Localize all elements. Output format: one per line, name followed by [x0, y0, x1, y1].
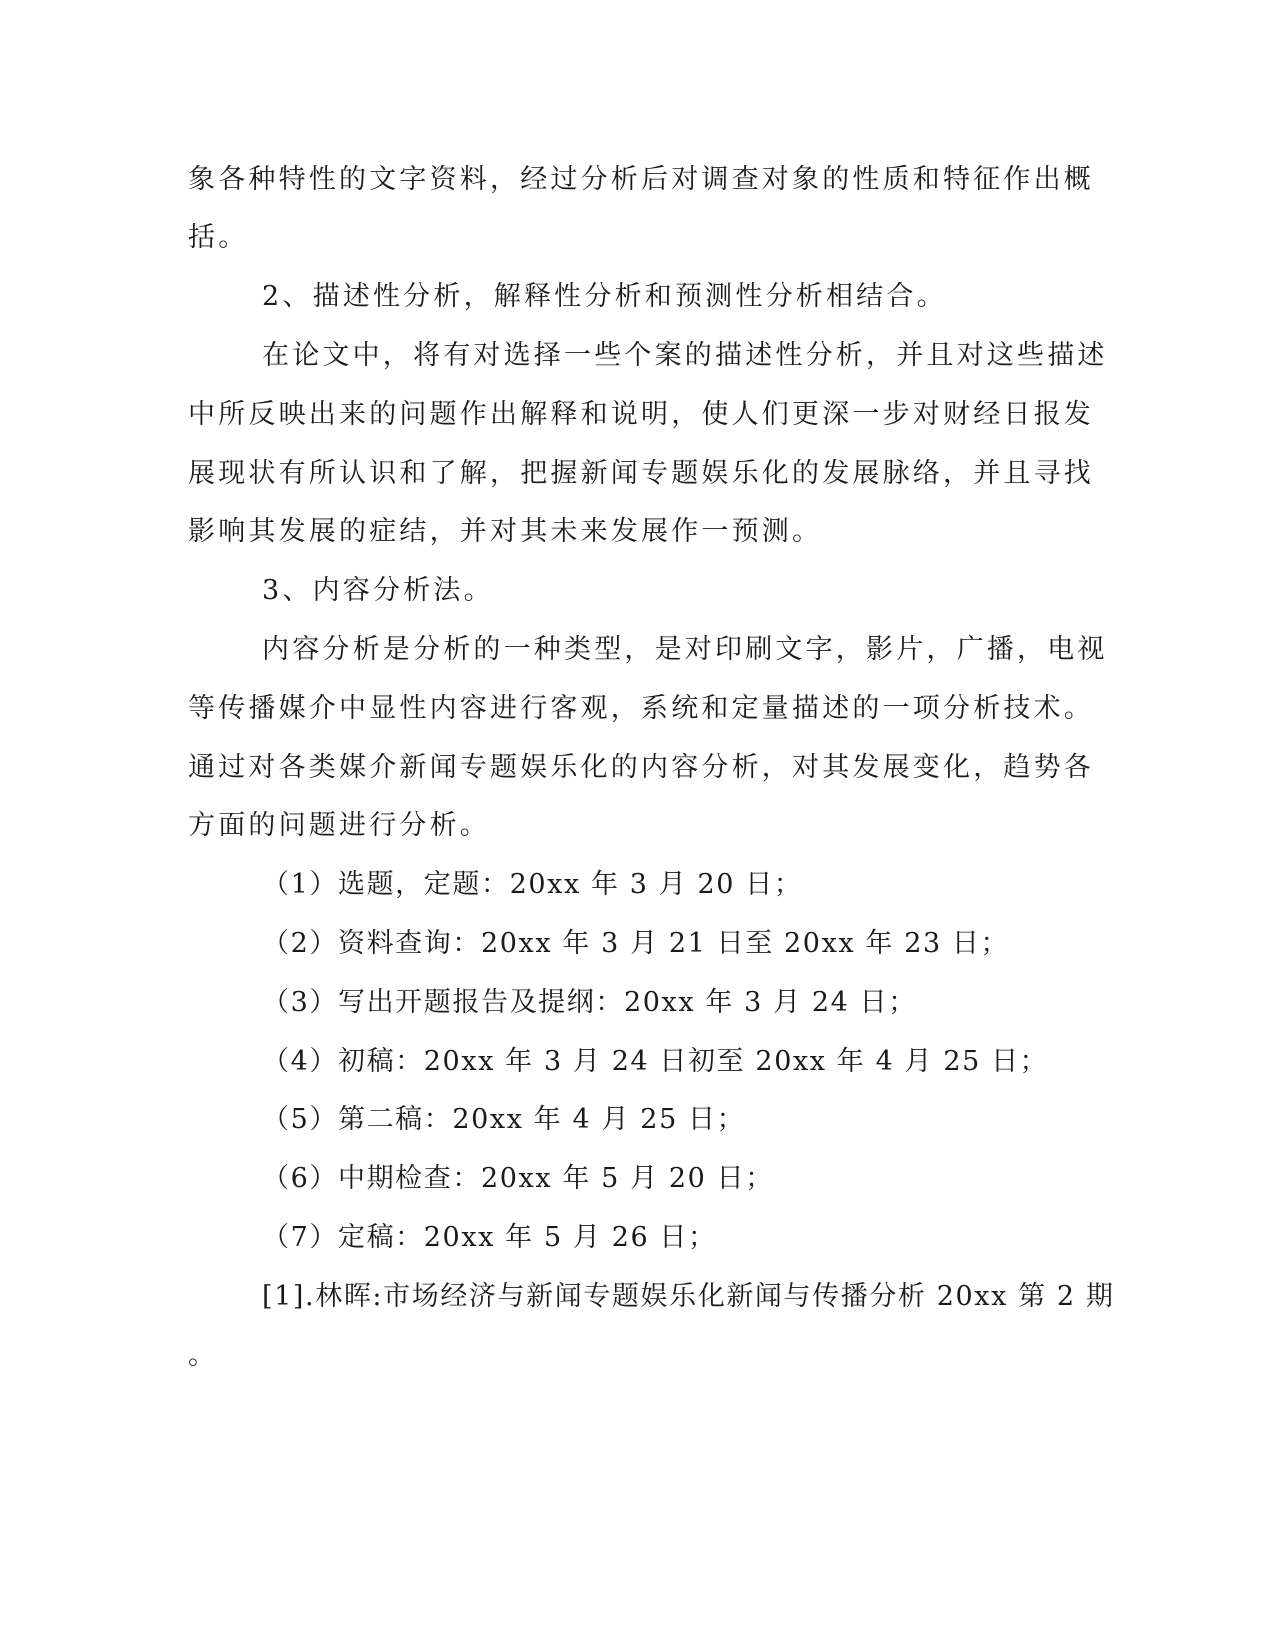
paragraph-line: 通过对各类媒介新闻专题娱乐化的内容分析，对其发展变化，趋势各 [188, 752, 1094, 783]
paragraph-line: 方面的问题进行分析。 [188, 810, 490, 841]
schedule-item: （6）中期检查：20xx 年 5 月 20 日； [262, 1163, 774, 1194]
section-heading: 3、内容分析法。 [262, 575, 494, 606]
paragraph-line: 影响其发展的症结，并对其未来发展作一预测。 [188, 516, 823, 547]
paragraph-line: 象各种特性的文字资料，经过分析后对调查对象的性质和特征作出概 [188, 164, 1094, 195]
schedule-item: （4）初稿：20xx 年 3 月 24 日初至 20xx 年 4 月 25 日； [262, 1046, 1049, 1077]
paragraph-line: 内容分析是分析的一种类型，是对印刷文字，影片，广播，电视 [262, 634, 1108, 665]
reference-entry: 。 [188, 1340, 219, 1371]
schedule-item: （5）第二稿：20xx 年 4 月 25 日； [262, 1104, 746, 1135]
schedule-item: （7）定稿：20xx 年 5 月 26 日； [262, 1222, 717, 1253]
paragraph-line: 中所反映出来的问题作出解释和说明，使人们更深一步对财经日报发 [188, 399, 1094, 430]
section-heading: 2、描述性分析，解释性分析和预测性分析相结合。 [262, 281, 947, 312]
reference-entry: [1].林晖:市场经济与新闻专题娱乐化新闻与传播分析 20xx 第 2 期 [262, 1281, 1115, 1312]
paragraph-line: 展现状有所认识和了解，把握新闻专题娱乐化的发展脉络，并且寻找 [188, 458, 1094, 489]
paragraph-line: 等传播媒介中显性内容进行客观，系统和定量描述的一项分析技术。 [188, 693, 1094, 724]
paragraph-line: 括。 [188, 222, 249, 253]
schedule-item: （1）选题，定题：20xx 年 3 月 20 日； [262, 869, 803, 900]
schedule-item: （3）写出开题报告及提纲：20xx 年 3 月 24 日； [262, 987, 917, 1018]
schedule-item: （2）资料查询：20xx 年 3 月 21 日至 20xx 年 23 日； [262, 928, 1010, 959]
paragraph-line: 在论文中，将有对选择一些个案的描述性分析，并且对这些描述 [262, 340, 1108, 371]
